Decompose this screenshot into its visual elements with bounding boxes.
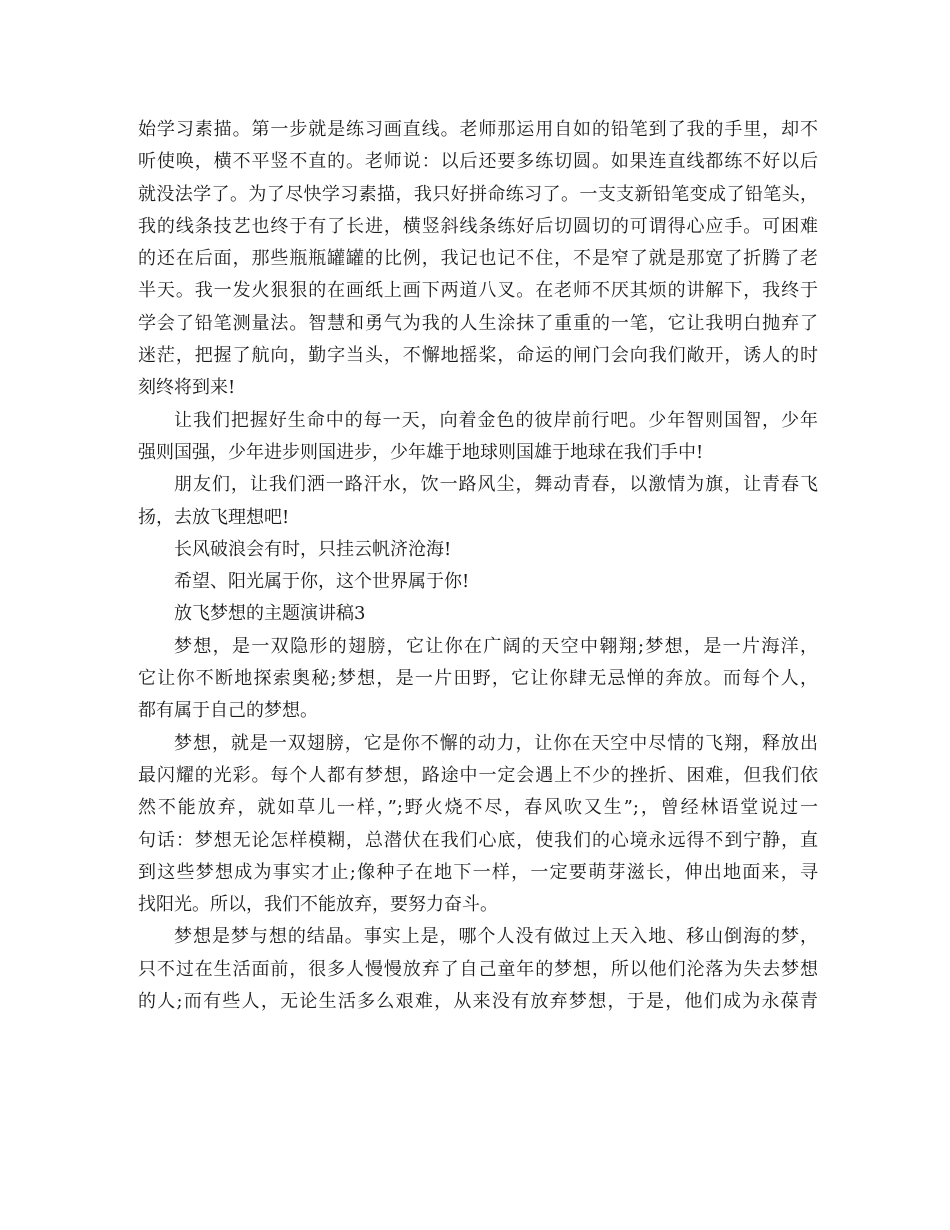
document-body xyxy=(138,114,818,1018)
text-line: 句话：梦想无论怎样模糊，总潜伏在我们心底，使我们的心境永远得不到宁静，直 xyxy=(138,829,818,851)
text-line: 就没法学了。为了尽快学习素描，我只好拼命练习了。一支支新铅笔变成了铅笔头， xyxy=(138,183,818,205)
text-line: 我的线条技艺也终于有了长进，横竖斜线条练好后切圆切的可谓得心应手。可困难 xyxy=(138,215,818,237)
text-line: 始学习素描。第一步就是练习画直线。老师那运用自如的铅笔到了我的手里，却不 xyxy=(138,119,818,140)
text-line: 迷茫，把握了航向，勤字当头，不懈地摇桨，命运的闸门会向我们敞开，诱人的时 xyxy=(138,345,818,367)
text-line: 扬，去放飞理想吧! xyxy=(138,506,290,528)
text-line: 朋友们，让我们洒一路汗水，饮一路风尘，舞动青春，以激情为旗，让青春飞 xyxy=(174,474,818,496)
text-line: 都有属于自己的梦想。 xyxy=(138,700,318,722)
text-line: 找阳光。所以，我们不能放弃，要努力奋斗。 xyxy=(138,894,498,916)
text-line: 梦想，就是一双翅膀，它是你不懈的动力，让你在天空中尽情的飞翔，释放出 xyxy=(174,732,818,754)
text-line: 梦想是梦与想的结晶。事实上是，哪个人没有做过上天入地、移山倒海的梦， xyxy=(174,926,818,948)
text-line: 听使唤，横不平竖不直的。老师说：以后还要多练切圆。如果连直线都练不好以后 xyxy=(138,151,818,173)
section-heading: 放飞梦想的主题演讲稿3 xyxy=(174,603,366,625)
text-line: 最闪耀的光彩。每个人都有梦想，路途中一定会遇上不少的挫折、困难，但我们依 xyxy=(138,764,818,786)
text-line: 到这些梦想成为事实才止;像种子在地下一样，一定要萌芽滋长，伸出地面来，寻 xyxy=(138,861,818,883)
text-line: 学会了铅笔测量法。智慧和勇气为我的人生涂抹了重重的一笔，它让我明白抛弃了 xyxy=(138,312,818,334)
text-line: 半天。我一发火狠狠的在画纸上画下两道八叉。在老师不厌其烦的讲解下，我终于 xyxy=(138,280,818,302)
text-line: 希望、阳光属于你，这个世界属于你! xyxy=(174,571,470,593)
text-line: 它让你不断地探索奥秘;梦想，是一片田野，它让你肆无忌惮的奔放。而每个人， xyxy=(138,668,818,690)
text-line: 长风破浪会有时，只挂云帆济沧海! xyxy=(174,538,452,560)
text-line: 的还在后面，那些瓶瓶罐罐的比例，我记也记不住，不是窄了就是那宽了折腾了老 xyxy=(138,248,818,270)
text-line: 梦想，是一双隐形的翅膀，它让你在广阔的天空中翱翔;梦想，是一片海洋， xyxy=(174,635,818,657)
text-line: 然不能放弃，就如草儿一样，”;野火烧不尽，春风吹又生”;，曾经林语堂说过一 xyxy=(138,797,818,819)
text-line: 刻终将到来! xyxy=(138,377,236,399)
text-line: 强则国强，少年进步则国进步，少年雄于地球则国雄于地球在我们手中! xyxy=(138,441,704,463)
text-line: 的人;而有些人，无论生活多么艰难，从来没有放弃梦想，于是，他们成为永葆青 xyxy=(138,991,818,1013)
text-line: 让我们把握好生命中的每一天，向着金色的彼岸前行吧。少年智则国智，少年 xyxy=(174,409,818,431)
text-line: 只不过在生活面前，很多人慢慢放弃了自己童年的梦想，所以他们沦落为失去梦想 xyxy=(138,958,818,980)
